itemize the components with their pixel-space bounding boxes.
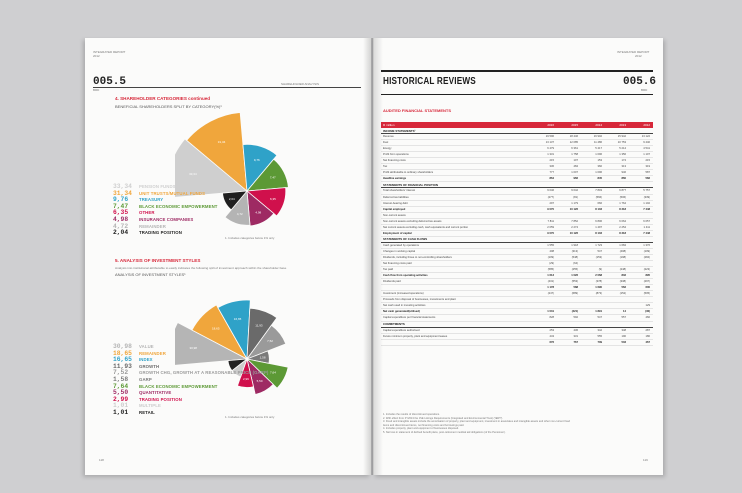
table-cell: 13 137 — [545, 141, 554, 145]
table-cell: 467 — [645, 340, 650, 344]
table-cell: 966 — [573, 177, 578, 181]
legend-value: 2,04 — [113, 229, 129, 237]
table-cell: 555 — [597, 334, 602, 338]
table-cell: 6 479 — [547, 147, 554, 151]
legend-item — [113, 409, 155, 416]
table-cell: 129 — [645, 304, 650, 308]
table-cell: STATEMENTS OF FINANCIAL POSITION — [383, 182, 438, 187]
table-cell: Deferred tax liabilities — [383, 195, 409, 199]
legend-label: TREASURY — [139, 197, 164, 203]
table-cell: 9 070 — [547, 207, 554, 211]
table-cell: (689) — [571, 292, 578, 296]
table-cell: 11 486 — [593, 141, 602, 145]
table-row — [381, 340, 653, 346]
section-number: 005.5 — [93, 76, 127, 88]
footnote: 2. With effect from FY2013 the JSE Listings Requirements (Integrated and Environmental Trust) ('IERT'). — [383, 416, 503, 420]
table-cell: 1 356 — [619, 153, 626, 157]
table-cell: 174 — [621, 159, 626, 163]
legend-label: BLACK ECONOMIC EMPOWERMENT — [139, 383, 218, 389]
table-cell: 408 — [549, 249, 554, 253]
table-cell: 1 758 — [571, 153, 578, 157]
header-rule — [93, 87, 361, 88]
table-cell: 331 — [573, 334, 578, 338]
table-cell: 1 102 — [643, 201, 650, 205]
table-cell: 8 103 — [595, 207, 602, 211]
legend-value: 5,50 — [113, 389, 129, 397]
chart1-note: 1. Includes categories below 1% only — [225, 236, 275, 240]
title-bottom-rule — [381, 94, 653, 95]
table-cell: 7 811 — [547, 219, 554, 223]
footnote: 1. Includes the results of discontinued operations. — [383, 413, 440, 416]
table-cell: (566) — [595, 195, 602, 199]
table-cell: 2 274 — [571, 225, 578, 229]
table-cell: (247) — [547, 292, 554, 296]
legend-label: BLACK ECONOMIC EMPOWERMENT — [139, 203, 218, 209]
table-cell: 107 — [573, 159, 578, 163]
table-cell: (81) — [573, 195, 578, 199]
shareholder-categories-chart — [175, 106, 365, 292]
section-sub: BRD — [641, 88, 648, 92]
table-cell: 7 852 — [571, 219, 578, 223]
slice-value-label: 33,34 — [189, 171, 197, 176]
table-cell: 313 — [621, 165, 626, 169]
table-cell: 1 331 — [547, 153, 554, 157]
table-cell: 600 — [645, 286, 650, 290]
legend-label: GROWTH CHG, GROWTH AT A REASONABLE PRICE (GARP) — [139, 370, 269, 376]
footnote: 3. Fixed and intangible assets include the amortisation of property, plant and equipment, investment in associates and intangible assets and other non-current fixed — [383, 420, 570, 424]
legend-label: REMAINDER — [139, 223, 166, 229]
running-head: INTEGRATED REPORT — [617, 50, 650, 54]
table-cell: 190 — [621, 334, 626, 338]
table-cell: 895 — [645, 274, 650, 278]
table-cell: 709 — [597, 340, 602, 344]
table-cell: 767 — [573, 340, 578, 344]
table-cell: Capital employed — [383, 207, 406, 211]
slice-value-label: 5,50 — [256, 379, 263, 384]
table-cell: Employment of capital — [383, 231, 412, 235]
table-cell: (339) — [643, 195, 650, 199]
table-cell: 9 070 — [547, 231, 554, 235]
table-cell: INCOME STATEMENTS¹ — [383, 128, 416, 133]
table-cell: 832 — [621, 274, 626, 278]
table-cell: 8 318 — [619, 207, 626, 211]
table-cell: 6 877 — [619, 189, 626, 193]
table-cell: (109) — [547, 256, 554, 259]
table-cell: (29) — [549, 262, 554, 266]
slice-value-label: 2,04 — [228, 196, 235, 201]
table-cell: (338) — [619, 280, 626, 284]
table-cell: (297) — [643, 280, 650, 284]
table-cell: Net cash used in investing activities — [383, 304, 426, 308]
page-title: HISTORICAL REVIEWS — [383, 76, 476, 87]
legend-value: 9,76 — [113, 196, 129, 204]
table-cell: 18 446 — [569, 135, 578, 139]
slice-value-label: 11,93 — [255, 323, 263, 328]
table-cell: 180 — [645, 334, 650, 338]
table-cell: Headline earnings — [383, 177, 407, 181]
table-cell: 1 411 — [643, 225, 650, 229]
table-cell: Revenue — [383, 135, 394, 139]
table-header-cell: R million — [383, 123, 395, 127]
table-cell: Energy — [383, 147, 392, 151]
table-cell: Net cash generated/(utilised) — [383, 310, 420, 314]
table-cell: 1 555 — [547, 243, 554, 247]
footnote: items and discontinued items, net financing costs and borrowings paid. — [383, 423, 465, 427]
table-cell: 1 684 — [619, 243, 626, 247]
table-cell: 1 107 — [643, 153, 650, 157]
table-cell: 946 — [621, 171, 626, 175]
table-cell: 6 057 — [643, 219, 650, 223]
table-title: AUDITED FINANCIAL STATEMENTS — [383, 108, 451, 113]
legend-label: TRADING POSITION — [139, 396, 182, 402]
table-cell: 1 497 — [595, 225, 602, 229]
table-cell: 547 — [597, 249, 602, 253]
table-cell: 484 — [573, 165, 578, 169]
table-cell: Non-current assets excluding deferred tax assets — [383, 219, 442, 223]
table-cell: Non-current assets — [383, 213, 406, 217]
table-cell: 777 — [549, 171, 554, 175]
table-cell: Cash flow from operating activities — [383, 274, 428, 278]
slice-value-label: 1,58 — [259, 355, 266, 360]
table-cell: 342 — [597, 328, 602, 332]
table-cell: 153 — [597, 159, 602, 163]
table-cell: 587 — [645, 171, 650, 175]
table-cell: (313) — [571, 249, 578, 253]
table-cell: 1 096 — [595, 171, 602, 175]
table-cell: STATEMENTS OF CASH FLOWS — [383, 237, 428, 242]
table-cell: 7 448 — [643, 207, 650, 211]
legend-value: 1,01 — [113, 409, 129, 416]
chart2-note: 1. Includes categories below 1% only — [225, 415, 275, 419]
table-cell: 1 723 — [595, 243, 602, 247]
legend-value: 11,93 — [113, 362, 132, 370]
table-cell: 547 — [597, 316, 602, 320]
top-right-label: SHAREHOLDER ANALYSIS — [281, 82, 319, 86]
page-number-right: 119 — [643, 458, 648, 462]
table-cell: COMMITMENTS — [383, 322, 405, 327]
table-cell: 1 026 — [571, 274, 578, 278]
table-cell: 9 046 — [547, 189, 554, 193]
table-cell: Fuel — [383, 141, 389, 145]
legend-label: GROWTH — [139, 363, 160, 369]
table-cell: (408) — [619, 249, 626, 253]
table-cell: (9) — [598, 268, 602, 272]
table-cell: (30) — [645, 310, 650, 314]
table-cell: (64) — [573, 262, 578, 266]
book-spread — [85, 38, 663, 475]
table-cell: 13 122 — [641, 135, 650, 139]
table-cell: 1 007 — [571, 171, 578, 175]
table-cell: 1 376 — [643, 243, 650, 247]
table-cell: Total shareholders' interest — [383, 189, 416, 193]
title-top-rule — [381, 70, 653, 72]
slice-value-label: 6,35 — [269, 197, 276, 202]
table-cell: 10 126 — [569, 207, 578, 211]
table-cell: 10 126 — [569, 231, 578, 235]
table-cell: Net financing costs paid — [383, 262, 412, 266]
table-cell: 503 — [621, 340, 626, 344]
section5-subtitle: ANALYSIS OF INVESTMENT STYLES¹ — [115, 272, 186, 277]
legend-value: 7,47 — [113, 202, 129, 210]
legend-item — [113, 229, 182, 236]
slice-value-label: 30,98 — [189, 346, 197, 351]
table-header-cell: 2012 — [643, 123, 650, 127]
table-cell: (548) — [571, 256, 578, 259]
table-cell: 4 541 — [643, 147, 650, 151]
table-cell: (553) — [571, 280, 578, 284]
table-cell: 16 902 — [593, 135, 602, 139]
section4-title: 4. SHAREHOLDER CATEGORIES continued — [115, 96, 211, 101]
slice-value-label: 7,47 — [269, 175, 276, 180]
table-cell: Future minimum property, plant and equipment leases — [383, 334, 448, 338]
table-cell: 7 448 — [643, 231, 650, 235]
slice-value-label: 7,52 — [267, 339, 273, 344]
table-cell: Profit attributable to ordinary shareholders — [383, 171, 434, 175]
table-cell: 1 031 — [547, 310, 554, 314]
table-cell: 336 — [549, 165, 554, 169]
table-cell: (255) — [571, 268, 578, 272]
legend-label: REMAINDER — [139, 350, 166, 356]
table-cell: Dividends paid — [383, 280, 401, 284]
table-cell: 436 — [573, 328, 578, 332]
table-cell: 676 — [549, 340, 554, 344]
legend-value: 6,35 — [113, 209, 129, 217]
table-cell: Tax paid — [383, 268, 394, 272]
table-cell: (223) — [643, 268, 650, 272]
legend-label: PENSION FUNDS — [139, 184, 176, 189]
slice-value-label: 16,65 — [233, 316, 242, 321]
table-header-cell: 2014 — [595, 123, 602, 127]
legend-value: 1,58 — [113, 376, 129, 383]
table-cell: 6 064 — [619, 219, 626, 223]
table-cell: 215 — [549, 159, 554, 163]
table-cell: 8 103 — [595, 231, 602, 235]
slice-value-label: 9,76 — [253, 157, 260, 162]
table-cell: 360 — [597, 165, 602, 169]
table-cell: 1 891 — [595, 310, 602, 314]
table-cell: (277) — [547, 195, 554, 199]
table-cell: 1 613 — [547, 274, 554, 278]
table-cell: Cash generated by operations — [383, 243, 420, 247]
running-head: INTEGRATED REPORT — [93, 50, 126, 54]
legend-label: MULTIPLE — [139, 403, 161, 409]
table-cell: Profit from operations — [383, 153, 409, 157]
table-cell: Net current assets excluding cash, cash equivalents and current portion — [383, 225, 469, 229]
slice-value-label: 18,65 — [212, 326, 220, 331]
financial-table — [381, 122, 653, 346]
left-page — [85, 38, 371, 475]
table-cell: 460 — [645, 316, 650, 320]
table-cell: 592 — [573, 316, 578, 320]
investment-styles-chart — [175, 274, 365, 460]
legend-value: 33,34 — [113, 183, 132, 190]
slice-value-label: 4,98 — [255, 210, 262, 215]
table-cell: Tax — [383, 165, 388, 169]
table-cell: (585) — [547, 268, 554, 272]
legend-value: 4,98 — [113, 216, 129, 223]
table-cell: (505) — [643, 292, 650, 296]
table-cell: 5 214 — [619, 147, 626, 151]
table-cell: (198) — [619, 256, 626, 259]
table-cell: Capital expenditure per financial statements — [383, 316, 436, 320]
legend-value: 16,65 — [113, 356, 132, 364]
table-cell: 215 — [645, 159, 650, 163]
table-cell: 2 254 — [619, 225, 626, 229]
table-cell: 297 — [549, 201, 554, 205]
table-cell: 9 440 — [643, 141, 650, 145]
table-cell: 15 942 — [617, 135, 626, 139]
table-cell: (873) — [595, 292, 602, 296]
table-cell: 828 — [549, 316, 554, 320]
table-cell: 562 — [621, 286, 626, 290]
slice-value-label: 2,99 — [242, 376, 249, 381]
table-cell: (152) — [619, 292, 626, 296]
table-cell: 9 042 — [571, 189, 578, 193]
legend-label: UNIT TRUSTS/MUTUAL FUNDS — [139, 190, 206, 196]
legend-value: 7,52 — [113, 369, 129, 377]
slice-value-label: 4,72 — [236, 211, 243, 216]
section4-subtitle: BENEFICIAL SHAREHOLDERS SPLIT BY CATEGORY(%)¹ — [115, 104, 222, 109]
table-cell: (421) — [571, 310, 578, 314]
table-cell: 14 — [623, 310, 626, 314]
table-cell: 6 806 — [595, 219, 602, 223]
legend-label: GARP — [139, 377, 152, 382]
legend-label: QUANTITATIVE — [139, 390, 172, 396]
table-cell: 588 — [573, 286, 578, 290]
footnote: 5. Net loss in statement of defined benefit plans, post-retirement medical aid obligations (of the Pensioner). — [383, 431, 506, 434]
running-head-year: 2012 — [93, 54, 100, 58]
table-cell: 287 — [645, 328, 650, 332]
table-cell: 7 803 — [595, 189, 602, 193]
legend-value: 30,98 — [113, 343, 132, 350]
table-cell: Interest-bearing debt — [383, 201, 408, 205]
table-cell: 348 — [621, 328, 626, 332]
legend-label: INSURANCE COMPANIES — [139, 217, 194, 222]
legend-label: OTHER — [139, 210, 155, 216]
table-cell: 864 — [549, 177, 554, 181]
table-cell: 1 690 — [595, 286, 602, 290]
slice-value-label: 31,34 — [217, 140, 226, 145]
table-cell: Net financing costs — [383, 159, 406, 163]
table-cell: 1 179 — [571, 201, 578, 205]
table-cell: 2 068 — [595, 274, 602, 278]
table-cell: (284) — [643, 256, 650, 259]
table-cell: 1 178 — [547, 286, 554, 290]
table-cell: 5 757 — [643, 189, 650, 193]
table-cell: 10 753 — [617, 141, 626, 145]
section5-desc: Analysis into institutional attributable to easily indicates the following spilt of investment approach within the shareholder base — [115, 266, 287, 270]
table-header-cell: 2016 — [547, 123, 554, 127]
table-cell: 19 596 — [545, 135, 554, 139]
section-sub: BRD — [93, 88, 100, 92]
table-cell: 253 — [549, 328, 554, 332]
table-cell: Proceeds from disposal of businesses, investments and plant — [383, 298, 456, 302]
table-cell: 443 — [549, 334, 554, 338]
table-cell: Changes in working capital — [383, 249, 416, 253]
legend-value: 1,01 — [113, 402, 129, 410]
table-cell: 1 096 — [595, 153, 602, 157]
table-cell: 845 — [597, 177, 602, 181]
table-cell: Capital expenditure authorised — [383, 328, 420, 332]
table-cell: 557 — [621, 316, 626, 320]
table-cell: (153) — [595, 256, 602, 259]
table-cell: (248) — [619, 268, 626, 272]
legend-label: VALUE — [139, 344, 154, 349]
table-cell: (431) — [547, 280, 554, 284]
legend-value: 7,64 — [113, 382, 129, 390]
table-header-cell: 2015 — [571, 123, 578, 127]
section5-title: 5. ANALYSIS OF INVESTMENT STYLES — [115, 258, 201, 263]
legend-label: RETAIL — [139, 410, 155, 415]
table-cell: 2 059 — [547, 225, 554, 229]
section-number: 005.6 — [623, 76, 657, 88]
legend-label: INDEX — [139, 357, 153, 363]
footnote: 4. Includes property, plant and equipment of businesses disposed. — [383, 427, 459, 431]
right-page — [373, 38, 663, 475]
table-cell: 1 764 — [619, 201, 626, 205]
table-cell: 860 — [621, 177, 626, 181]
table-cell: Dividends, including those to non-controlling shareholders — [383, 256, 452, 259]
table-cell: 582 — [645, 177, 650, 181]
table-cell: 12 085 — [569, 141, 578, 145]
legend-value: 18,65 — [113, 349, 132, 357]
legend-value: 2,99 — [113, 395, 129, 403]
table-cell: 1 918 — [571, 243, 578, 247]
legend-value: 31,34 — [113, 189, 132, 197]
table-cell: (378) — [595, 280, 602, 284]
table-cell: (506) — [619, 195, 626, 199]
table-cell: 5 417 — [595, 147, 602, 151]
table-cell: 6 361 — [571, 147, 578, 151]
table-header-cell: 2013 — [619, 123, 626, 127]
slice-value-label: 7,64 — [270, 370, 276, 375]
legend-value: 4,72 — [113, 222, 129, 230]
table-cell: (109) — [643, 249, 650, 253]
table-cell: Investment (increased operations) — [383, 292, 424, 296]
table-cell: 666 — [597, 201, 602, 205]
legend-label: TRADING POSITION — [139, 230, 182, 236]
table-body — [381, 128, 653, 346]
table-cell: 319 — [645, 165, 650, 169]
running-head-year: 2012 — [635, 54, 642, 58]
page-number-left: 118 — [99, 458, 104, 462]
table-cell: 8 318 — [619, 231, 626, 235]
